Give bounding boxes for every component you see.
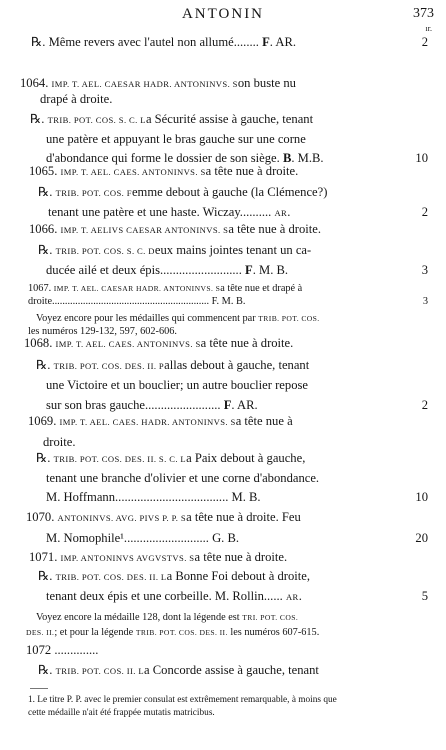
- entry-text: les numéros 129-132, 597, 602-606.: [28, 325, 178, 337]
- catalogue-line: [0, 660, 446, 680]
- entry-text: tenant une patère et une haste. Wiczay.......... AR.: [48, 205, 291, 219]
- entry-text: ducée ailé et deux épis.......................... F. M. B.: [46, 263, 289, 277]
- catalogue-line: [0, 640, 446, 660]
- rarity-value: 3: [422, 295, 428, 307]
- catalogue-line: [0, 411, 446, 431]
- metal-mark: F: [245, 263, 253, 277]
- entry-text: M. Nomophile¹........................... G. B.: [46, 531, 240, 545]
- catalogue-line: [0, 240, 446, 260]
- entry-text: Voyez encore pour les médailles qui commencent par TRIB. POT. COS.: [36, 312, 320, 324]
- catalogue-line: [0, 547, 446, 567]
- catalogue-line: [0, 611, 446, 624]
- rarity-value: 2: [421, 205, 428, 219]
- catalogue-line: [0, 566, 446, 586]
- entry-text: tenant une branche d'olivier et une corne d'abondance.: [46, 471, 320, 485]
- entry-text: ℞. TRIB. POT. COS. DES. II. La Bonne Foi debout à droite,: [38, 569, 310, 583]
- catalogue-line: [0, 219, 446, 239]
- catalogue-line: [0, 487, 446, 507]
- catalogue-line: [0, 528, 446, 548]
- entry-text: une Victoire et un bouclier; un autre bouclier repose: [46, 378, 308, 392]
- entry-text: ℞. Même revers avec l'autel non allumé........ F. AR.: [31, 35, 297, 49]
- catalogue-line: [0, 448, 446, 468]
- catalogue-line: [0, 295, 446, 308]
- rarity-value: 5: [421, 589, 428, 603]
- entry-text: d'abondance qui forme le dossier de son siège. B. M.B.: [46, 151, 324, 165]
- entry-text: ℞. TRIB. POT. COS. S. C. Deux mains jointes tenant un ca-: [38, 243, 312, 257]
- entry-text: M. Hoffmann.................................... M. B.: [46, 490, 261, 504]
- entry-text: une patère et appuyant le bras gauche sur une corne: [46, 132, 306, 146]
- entry-text: 1064. IMP. T. AEL. CAESAR HADR. ANTONINVS. Son buste nu: [20, 76, 296, 90]
- catalogue-line: [0, 355, 446, 375]
- entry-text: 1071. IMP. ANTONINVS AVGVSTVS. Sa tête nue à droite.: [29, 550, 288, 564]
- entry-text: droite.: [43, 435, 76, 449]
- metal-mark: F: [223, 398, 232, 412]
- entry-text: 1066. IMP. T. AELIVS CAESAR ANTONINVS. Sa tête nue à droite.: [29, 222, 321, 236]
- rarity-value: 10: [415, 151, 428, 165]
- rarity-value: 20: [415, 531, 428, 545]
- entry-text: ℞. TRIB. POT. COS. S. C. La Sécurité assise à gauche, tenant: [30, 112, 314, 126]
- footnote-line: 1. Le titre P. P. avec le premier consulat est extrêmement remarquable, à moins que: [28, 695, 337, 705]
- entry-text: 1067. IMP. T. AEL. CAESAR HADR. ANTONINVS. Sa tête nue et drapé à: [28, 282, 303, 294]
- entry-text: ℞. TRIB. POT. COS. Femme debout à gauche (la Clémence?): [38, 185, 328, 199]
- catalogue-line: [0, 129, 446, 149]
- entry-text: 1070. ANTONINVS. AVG. PIVS P. P. Sa tête nue à droite. Feu: [26, 510, 301, 524]
- metal-mark: F: [262, 35, 270, 49]
- catalogue-line: [0, 282, 446, 295]
- entry-text: 1065. IMP. T. AEL. CAES. ANTONINVS. Sa tête nue à droite.: [29, 164, 299, 178]
- entry-text: sur son bras gauche........................ F. AR.: [46, 398, 258, 412]
- catalogue-line: [0, 32, 446, 52]
- catalogue-line: [0, 507, 446, 527]
- metal-mark: B: [282, 151, 292, 165]
- catalogue-line: [0, 586, 446, 606]
- catalogue-line: [0, 626, 446, 639]
- entry-text: 1068. IMP. T. AEL. CAES. ANTONINVS. Sa tête nue à droite.: [24, 336, 294, 350]
- catalogue-line: [0, 468, 446, 488]
- entry-text: drapé à droite.: [40, 92, 113, 106]
- entry-text: ℞. TRIB. POT. COS. DES. II. Pallas debout à gauche, tenant: [36, 358, 310, 372]
- rarity-value: 2: [421, 35, 428, 49]
- page-number: 373: [413, 6, 434, 21]
- rarity-value: 3: [421, 263, 428, 277]
- entry-text: 1072 ..............: [26, 643, 99, 657]
- entry-text: DES. II.; et pour la légende TRIB. POT. COS. DES. II. les numéros 607-615.: [26, 626, 320, 638]
- catalogue-line: [0, 109, 446, 129]
- catalogue-line: [0, 375, 446, 395]
- catalogue-line: [0, 312, 446, 325]
- entry-text: Voyez encore la médaille 128, dont la légende est TRI. POT. COS.: [36, 611, 299, 623]
- rarity-value: 2: [421, 398, 428, 412]
- entry-text: tenant deux épis et une corbeille. M. Rollin...... AR.: [46, 589, 302, 603]
- entry-text: droite............................................................. F. M. B.: [28, 295, 246, 307]
- catalogue-line: [0, 89, 446, 109]
- catalogue-line: [0, 161, 446, 181]
- footnote-line: cette médaille n'ait été frappée mutatis matricibus.: [28, 708, 215, 718]
- entry-text: ℞. TRIB. POT. COS. DES. II. S. C. La Paix debout à gauche,: [36, 451, 306, 465]
- running-head: ANTONIN: [181, 6, 265, 22]
- catalogue-line: [0, 260, 446, 280]
- rarity-value: 10: [415, 490, 428, 504]
- catalogue-line: [0, 333, 446, 353]
- footnote-rule: [30, 688, 48, 689]
- column-mark: ır.: [425, 24, 432, 33]
- entry-text: ℞. TRIB. POT. COS. II. La Concorde assise à gauche, tenant: [38, 663, 319, 677]
- catalogue-line: [0, 182, 446, 202]
- entry-text: 1069. IMP. T. AEL. CAES. HADR. ANTONINVS. Sa tête nue à: [28, 414, 293, 428]
